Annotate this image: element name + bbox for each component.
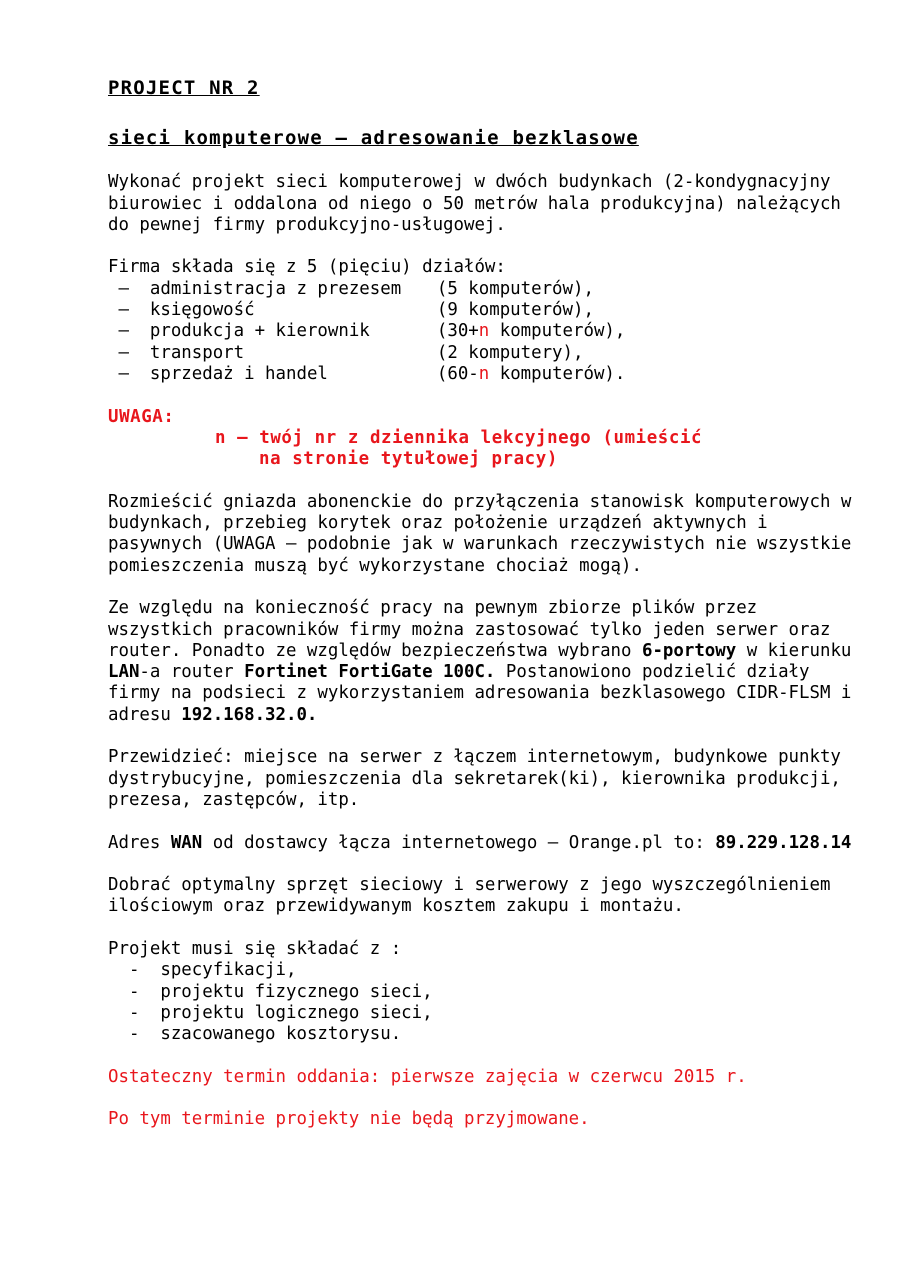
sockets-paragraph: Rozmieścić gniazda abonenckie do przyłączenia stanowisk komputerowych w budynkach, przebieg korytek oraz położenie urządzeń aktywnych i pasywnych (UWAGA – podobnie jak w warunkach rzeczywistych nie wszystkie pomieszczenia muszą być wykorzystane chociaż mogą). — [108, 491, 862, 576]
parts-header: Projekt musi się składać z : — [108, 938, 402, 959]
late-note-text: Po tym terminie projekty nie będą przyjmowane. — [108, 1109, 590, 1130]
department-item: – administracja z prezesem (5 komputerów), — [108, 278, 594, 299]
server-paragraph: Ze względu na konieczność pracy na pewnym zbiorze plików przez wszystkich pracowników firmy można zastosować tylko jeden serwer oraz router. Ponadto ze względów bezpieczeństwa wybrano 6-portowy w kierunku LAN-a router Fortinet FortiGate 100C. Postanowiono podzielić działy firmy na podsieci z wykorzystaniem adresowania bezklasowego CIDR-FLSM i adresu 192.168.32.0. — [108, 598, 862, 725]
department-item: – produkcja + kierownik (30+n komputerów), — [108, 321, 626, 342]
hardware-paragraph: Dobrać optymalny sprzęt sieciowy i serwerowy z jego wyszczególnieniem ilościowym oraz przewidywanym kosztem zakupu i montażu. — [108, 875, 841, 917]
deadline-text: Ostateczny termin oddania: pierwsze zajęcia w czerwcu 2015 r. — [108, 1066, 747, 1087]
document-page — [108, 75, 868, 1131]
uwaga-label: UWAGA: — [108, 406, 175, 427]
predict-paragraph: Przewidzieć: miejsce na serwer z łączem internetowym, budynkowe punkty dystrybucyjne, pomieszczenia dla sekretarek(ki), kierownika produkcji, prezesa, zastępców, itp. — [108, 747, 852, 810]
uwaga-line-2: na stronie tytułowej pracy) — [259, 449, 558, 470]
wan-paragraph: Adres WAN od dostawcy łącza internetowego – Orange.pl to: 89.229.128.14 — [108, 832, 852, 853]
document-title: PROJECT NR 2 — [108, 77, 260, 99]
parts-item: - projektu fizycznego sieci, — [108, 981, 433, 1002]
uwaga-line-1: n – twój nr z dziennika lekcyjnego (umieścić — [215, 427, 703, 448]
document-subtitle: sieci komputerowe – adresowanie bezklasowe — [108, 127, 639, 149]
department-item: – księgowość (9 komputerów), — [108, 300, 594, 321]
parts-list — [108, 960, 868, 1045]
parts-item: - projektu logicznego sieci, — [108, 1002, 433, 1023]
departments-list — [108, 279, 868, 385]
parts-item: - specyfikacji, — [108, 960, 297, 981]
intro-paragraph: Wykonać projekt sieci komputerowej w dwóch budynkach (2-kondygnacyjny biurowiec i oddalona od niego o 50 metrów hala produkcyjna) należących do pewnej firmy produkcyjno-usługowej. — [108, 172, 852, 235]
uwaga-note — [108, 407, 868, 471]
department-item: – transport (2 komputery), — [108, 342, 584, 363]
departments-header: Firma składa się z 5 (pięciu) działów: — [108, 257, 506, 278]
department-item: – sprzedaż i handel (60-n komputerów). — [108, 363, 626, 384]
parts-item: - szacowanego kosztorysu. — [108, 1024, 402, 1045]
